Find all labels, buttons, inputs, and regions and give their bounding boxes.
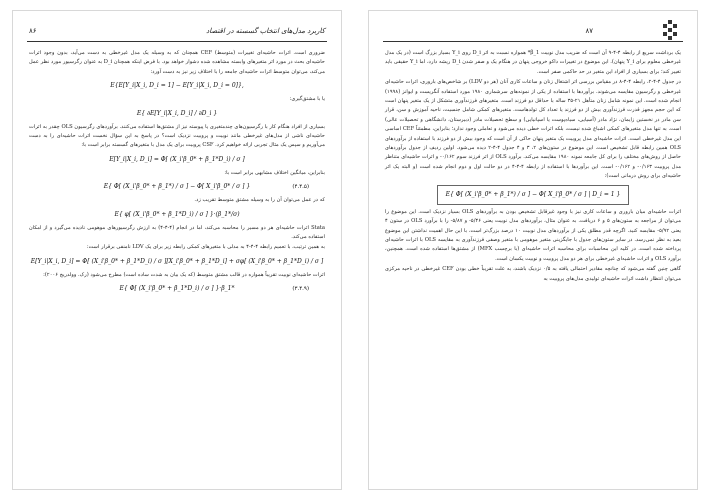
boxed-equation-wrap [385,185,681,205]
equation: E[Y_i|X_i, D_i] = Φ[ (X_i'β_0* + β_1*D_i) / σ ][X_i'β_0* + β_1*D_i] + σφ[ (X_i'β_0* + β_1*D_i) / σ ] [30,257,324,265]
right-page [368,10,698,490]
left-page [12,10,342,490]
boxed-equation: E{ Φ[ (X_i'β_0* + β_1*) / σ ] − Φ[ X_i'β_0* / σ ] | D_i = 1 } [437,185,630,205]
left-header-title: کاربرد مدل‌های انتخاب گسسته در اقتصاد [206,27,325,35]
paragraph: به همین ترتیب، با تعمیم رابطه ۴-۴-۴ به مدلی با متغیرهای کمکی رابطه زیر برای یک LDV نامنفی برقرار است: [86,244,325,251]
publisher-logo-icon [659,19,681,41]
equation: E{ ∂E[Y_i|X_i, D_i] / ∂D_i } [136,109,218,117]
equation: E{ φ[ (X_i'β_0* + β_1*D_i) / σ ] }·(β_1*/σ) [114,210,240,218]
left-page-body [29,49,325,477]
equation-number: (۳.۴.۹) [292,286,309,293]
paragraph: یا با مشتق‌گیری: [289,96,325,103]
paragraph: اثرات حاشیه‌ای میان باروری و ساعات کاری نیز با وجود غیرقابل تشخیص بودن به برآوردهای OLS بسیار نزدیک است. این موضوع را می‌توان از مراجعه به ستون‌های ۵ و ۶ دریافت. به عنوان مثال، برآوردهای مدل نوبیت یعنی ۵/۴۶- و ۵/۸۷- را با برآورد OLS در ستون ۴ یعنی ۵/۹۲- مقایسه کنید. اگرچه قدر مطلق یکی از برآوردهای مدل نوبیت ۱۰ درصد بزرگ‌تر است، با این حال اهمیت نداشتن این موضوع بعید به نظر نمی‌رسد. در سایر ستون‌های جدول با جایگزینی متغیر موهومی با متغیر وصفی فرزندآوری به مقایسه OLS با اثرات حاشیه‌ای پرداخته شده است. در کلیه این محاسبات برای محاسبه اثرات حاشیه‌ای (با برچسب MFX) از مشتق‌ها استفاده شده است. همچنین، برآورد OLS و اثرات حاشیه‌ای غیرخطی برای هر دو مدل پروبیت و نوبیت یکسان است. [385,208,681,262]
right-page-body [385,49,681,477]
equation-numbered [29,181,325,193]
equation-body: E{ Φ[ (X_i'β_0* + β_1*D_i) / σ ] }·β_1* [119,285,235,293]
equation-numbered [29,283,325,295]
right-page-number: ۸۷ [585,27,593,35]
right-page-header [383,25,683,42]
left-page-header [27,25,327,42]
paragraph: بنابراین، میانگین اختلاف مشابهی برابر است با: [224,169,325,176]
equation: E[Y_i|X_i, D_i] = Φ[ (X_i'β_0* + β_1*D_i) / σ ] [109,155,245,163]
paragraph: گاهی چنین گفته می‌شود که چنانچه مقادیر احتمالی یافته به ۰/۵ نزدیک باشند، به علت تقریباً خطی بودن CEF غیرخطی در ناحیه مرکزی می‌توان انتظار داشت اثرات حاشیه‌ای تولیدی مدل‌های پروبیت به [385,266,681,282]
paragraph: در جدول ۴-۴-۲، رابطه ۴-۴-۸ در مقیاس بررسی اثر اشتغال زنان و ساعات کاری آنان (هر دو LDV) بر شاخص‌های باروری، اثرات حاشیه‌ای غیرخطی و رگرسیون مقایسه می‌شوند. برآوردها با استفاده از یکی از نمونه‌های سرشماری ۱۹۸۰ مورد استفاده آنگریست و ایوانز (۱۹۹۸) انجام شده است. این نمونه شامل زنان متأهل ۲۱-۳۵ ساله با حداقل دو فرزند است. متغیرهای فرزندآوری متشکل از یک متغیر پنهان است که این حجم مجهز قدرت فرزندآوری بیش از دو فرزند یا تعداد کل تولدهاست. متغیرهای کمکی شامل جنسیت، ناحیه آموزش و سن، قرار سن مادر در نخستین زایمان، نژاد مادر (آسیایی، سیاه‌پوست یا اسپانیایی) و سطح تحصیلات مادر (دبیرستان، دانشگاهی و تحصیلات عالی) است. به تنها مدل متغیرهای کمکی اشباع شده نیست، بلکه اثرات خطی دیده می‌شود و تعاملی وجود ندارد؛ بنابراین، مطمئناً CEF اساسی این مدل غیرخطی است. اثرات حاشیه‌ای مدل پروبیت یک متغیر پنهان حاکی از آن است که وجود بیش از دو فرزند با استفاده از برآوردهای OLS همین رابطه قابل تشخیص است. این موضوع در ستون‌های ۲، ۳ و ۴ جدول ۴-۴-۲ دیده می‌شود. اولین ردیف از جدول برآوردهای حاصل از روش‌های مختلف را برای کل جامعه نمونه ۱۹۸۰ مقایسه می‌کند. برآورد OLS از اثر فرزند سوم ۰/۱۶۲- و اثرات حاشیه‌ای متناظر مدل پروبیت ۰/۱۶۳- و ۰/۱۶۲- است. این برآوردها با استفاده از رابطه ۴-۴-۴ در دو حالت اول و دوم انجام شده است (و البته یک اثر حاشیه‌ای برای روش درمانی است): [385,79,681,180]
equation-body: E{ Φ[ (X_i'β_0* + β_1*) / σ ] − Φ[ X_i'β_0* / σ ] } [103,183,251,191]
equation-number: (۴.۴.۵) [292,184,309,191]
left-page-number: ۸۶ [29,27,37,35]
paragraph: Stata اثرات حاشیه‌ای هر دو مسیر را محاسبه می‌کند، اما در انجام (۴-۴-۴) به ارزش رگرسیورهای موهومی نادیده می‌گیرد و از امکان استفاده می‌کند. [29,224,325,241]
paragraph: بسیاری از افراد هنگام کار با رگرسیون‌های چندمتغیری یا پیوسته نیز از مشتق‌ها استفاده می‌کنند. برآوردهای رگرسیون OLS چقدر به اثرات حاشیه‌ای ناشی از مدل‌های غیرخطی مانند نوبیت و پروبیت نزدیک است؟ در پاسخ به این سؤال نخست اثرات حاشیه‌ای را به دست می‌آوریم و سپس یک مثال تجربی ارائه خواهیم کرد. CSF پروبیت برای یک مدل با متغیرهای گسسته برابر است با: [29,123,325,149]
paragraph: ضروری است. اثرات حاشیه‌ای تغییرات (متوسط) CEF همچنان که به وسیله یک مدل غیرخطی به دست می‌آید، بدون وجود اثرات حاشیه‌ای بحث در مورد اثر متغیرهای وابسته مشاهده شده دشوار خواهد بود. با فرض اینکه همچنان D_i به عنوان رگرسیور مورد نظر عمل می‌کند، می‌توان متوسط اثرات حاشیه‌ای جامعه را با اختلاف زیر نیز به دست آورد: [29,50,325,75]
paragraph: که در عمل می‌توان آن را به وسیله مشتق متوسط تقریب زد. [194,197,325,204]
equation: E{E[Y_i|X_i, D_i = 1] − E[Y_i|X_i, D_i = 0]}, [110,82,244,90]
paragraph: یک برداشت سریع از رابطه ۴-۴-۹ آن است که ضریب مدل نوبیت β_1* همواره نسبت به اثر D_i روی Y_i بسیار بزرگ است (در یک مدل غیرخطی معلوم برای Y_i پنهان). این موضوع در تغییرات داکو خروجی پنهان در هنگام یک و صفر شدن D_i ریشه دارد، اما Y_i حقیقی باید تغییر کند؛ برای بسیاری از افراد این متغیر در حد حاکمی صفر است. [385,50,682,75]
paragraph: اثرات حاشیه‌ای نوبیت تقریباً همواره در قالب مشتق متوسط (که یک بیان به شدت ساده است) مطرح می‌شود (رک. وولدریج ۲۰۰۶): [43,271,325,278]
